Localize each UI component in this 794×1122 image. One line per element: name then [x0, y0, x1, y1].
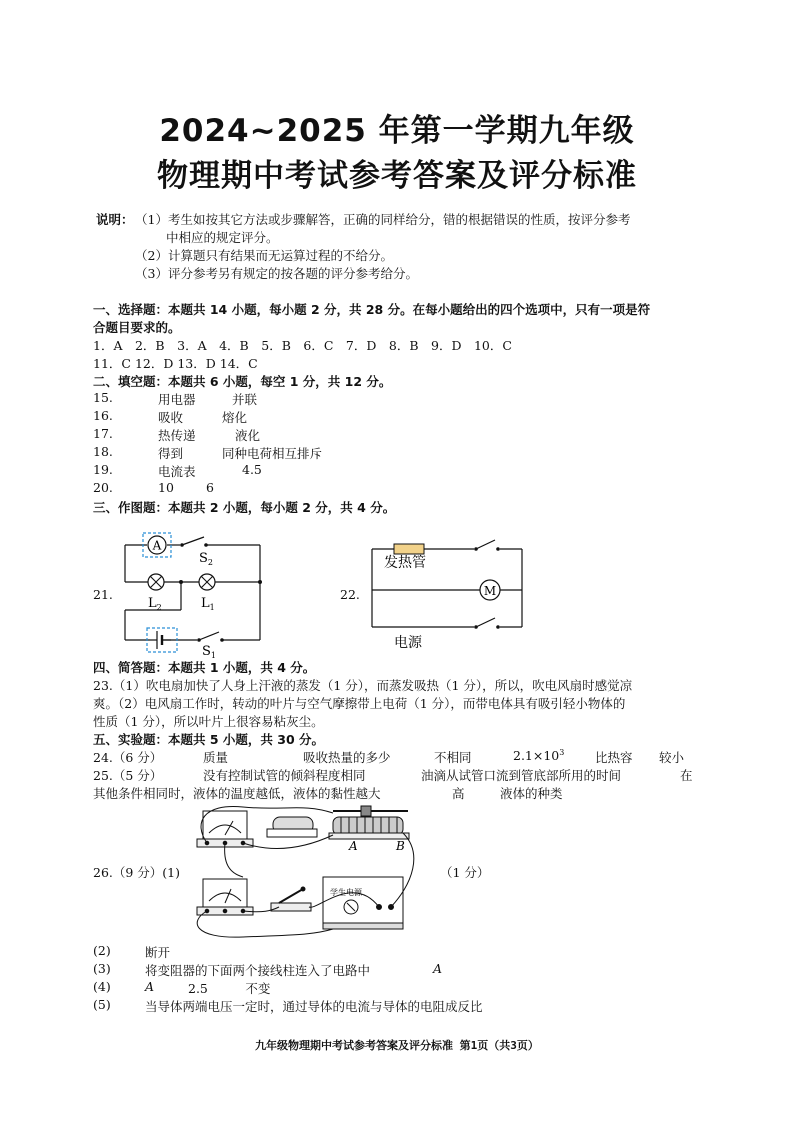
- section2-heading: 二、填空题：本题共 6 小题，每空 1 分，共 12 分。: [93, 374, 392, 389]
- section1-heading-a: 一、选择题：本题共 14 小题，每小题 2 分，共 28 分。在每小题给出的四个选项中，只有一项是符: [93, 302, 651, 317]
- fill-num-16: 16.: [93, 408, 113, 423]
- circuit-diagram-22: [362, 535, 537, 655]
- lamp-l1-symbol: [199, 574, 215, 590]
- section3-heading: 三、作图题：本题共 2 小题，每小题 2 分，共 4 分。: [93, 500, 396, 515]
- q25-number: 25.（5 分）: [93, 768, 163, 783]
- q25-answer-b: 油滴从试管口流到管底部所用的时间: [421, 768, 622, 783]
- q24-number: 24.（6 分）: [93, 750, 163, 765]
- heater-label: 发热管: [384, 555, 426, 571]
- switch-s1-label: $S_1$: [202, 644, 216, 660]
- q23-line1: 23.（1）吹电扇加快了人身上汗液的蒸发（1 分），而蒸发吸热（1 分），所以，吹电风扇时感觉凉: [93, 678, 633, 693]
- note-3: （3）评分参考另有规定的按各题的评分参考给分。: [135, 266, 418, 281]
- fill-answer-19a: 电流表: [158, 464, 196, 479]
- q26-sub3-answer: 将变阻器的下面两个接线柱连入了电路中: [145, 963, 371, 978]
- fill-answer-17a: 热传递: [158, 428, 196, 443]
- note-1b: 中相应的规定评分。: [166, 230, 279, 245]
- page-title-line1: 2024~2025 年第一学期九年级: [159, 113, 635, 149]
- junction-dot: [179, 580, 183, 584]
- section5-heading: 五、实验题：本题共 5 小题，共 30 分。: [93, 732, 325, 747]
- fill-num-18: 18.: [93, 444, 113, 459]
- meter-bottom-icon: [197, 879, 253, 915]
- switch-top-blade: [476, 540, 495, 549]
- meter-top-icon: [197, 811, 253, 847]
- q25-line2a: 其他条件相同时，液体的温度越低，液体的黏性越大: [93, 786, 381, 801]
- q24-answer-d: $2.1\times 10^3$: [513, 748, 565, 764]
- fill-answer-15a: 用电器: [158, 392, 196, 407]
- q26-score: （1 分）: [440, 865, 490, 880]
- section4-heading: 四、简答题：本题共 1 小题，共 4 分。: [93, 660, 316, 675]
- fill-answer-18a: 得到: [158, 446, 184, 461]
- fill-num-15: 15.: [93, 390, 113, 405]
- q22-number: 22.: [340, 587, 360, 602]
- q21-number: 21.: [93, 587, 113, 602]
- q26-sub4-number: (4): [93, 979, 111, 994]
- rheostat-terminal-a-label: A: [349, 839, 358, 853]
- q24-answer-b: 吸收热量的多少: [303, 750, 391, 765]
- lamp-l1-label: $L_1$: [201, 596, 215, 612]
- note-1a: （1）考生如按其它方法或步骤解答，正确的同样给分，错的根据错误的性质，按评分参考: [135, 212, 631, 227]
- q25-answer-c: 在: [680, 768, 693, 783]
- fill-num-20: 20.: [93, 480, 113, 495]
- q26-sub3-number: (3): [93, 961, 111, 976]
- fixed-resistor-icon: [267, 817, 317, 837]
- q24-answer-c: 不相同: [434, 750, 472, 765]
- switch-s2-blade: [182, 537, 204, 545]
- fill-answer-16a: 吸收: [158, 410, 184, 425]
- switch-bottom-blade: [476, 618, 495, 627]
- fill-answer-15b: 并联: [232, 392, 258, 407]
- section1-answers-row1: 1．A 2．B 3．A 4．B 5．B 6．C 7．D 8．B 9．D 10．C: [93, 338, 512, 353]
- q26-sub4-extra: 2.5 不变: [188, 981, 271, 996]
- experiment-apparatus-illustration: [183, 803, 428, 943]
- rheostat-terminal-b-label: B: [396, 839, 405, 853]
- fill-answer-16b: 熔化: [222, 410, 248, 425]
- section1-heading-b: 合题目要求的。: [93, 320, 181, 335]
- switch-s2-label: $S_2$: [199, 551, 213, 567]
- fill-answer-20b: 6: [206, 480, 214, 495]
- switch-s1-blade: [199, 632, 219, 640]
- fill-answer-20a: 10: [158, 480, 174, 495]
- fill-num-19: 19.: [93, 462, 113, 477]
- q24-answer-e: 比热容: [595, 750, 633, 765]
- notes-label: 说明：: [96, 212, 134, 227]
- note-2: （2）计算题只有结果而无运算过程的不给分。: [135, 248, 393, 263]
- junction-dot: [258, 580, 262, 584]
- power-supply-label: 学生电源: [330, 888, 362, 897]
- q26-sub5-number: (5): [93, 997, 111, 1012]
- power-supply-icon: [323, 877, 403, 929]
- fill-num-17: 17.: [93, 426, 113, 441]
- lamp-l2-label: $L_2$: [148, 596, 162, 612]
- q24-answer-a: 质量: [203, 750, 229, 765]
- q26-sub2-number: (2): [93, 943, 111, 958]
- circuit-diagram-21: [115, 525, 275, 660]
- q25-line2b: 高: [452, 786, 465, 801]
- section1-answers-row2: 11．C 12．D 13．D 14．C: [93, 356, 258, 371]
- q26-sub3-extra: A: [433, 961, 443, 976]
- page-footer: 九年级物理期中考试参考答案及评分标准 第1页（共3页）: [255, 1039, 539, 1052]
- q26-sub4-answer: A: [145, 979, 155, 994]
- rheostat-icon: [329, 806, 409, 839]
- fill-answer-17b: 液化: [235, 428, 261, 443]
- fill-answer-18b: 同种电荷相互排斥: [222, 446, 323, 461]
- q26-sub5-answer: 当导体两端电压一定时，通过导体的电流与导体的电阻成反比: [145, 999, 483, 1014]
- q26-sub2-answer: 断开: [145, 945, 171, 960]
- q25-answer-a: 没有控制试管的倾斜程度相同: [203, 768, 366, 783]
- q23-line3: 性质（1 分），所以叶片上很容易粘灰尘。: [93, 714, 324, 729]
- q25-line2c: 液体的种类: [500, 786, 563, 801]
- heater-symbol: [394, 544, 424, 554]
- lamp-l2-symbol: [148, 574, 164, 590]
- q23-line2: 爽。（2）电风扇工作时，转动的叶片与空气摩擦带上电荷（1 分），而带电体具有吸引轻小物体的: [93, 696, 626, 711]
- ammeter-label: A: [152, 538, 162, 553]
- fill-answer-19b: 4.5: [242, 462, 262, 477]
- motor-label: M: [483, 584, 497, 598]
- q26-number: 26.（9 分）(1): [93, 865, 181, 880]
- page-title-line2: 物理期中考试参考答案及评分标准: [157, 158, 637, 194]
- q24-answer-f: 较小: [659, 750, 685, 765]
- power-source-label: 电源: [394, 635, 422, 651]
